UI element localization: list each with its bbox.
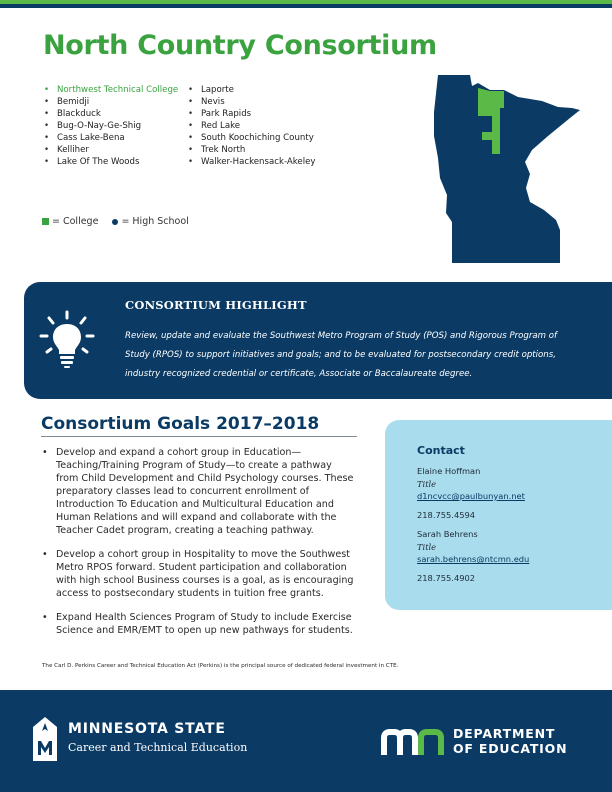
contact-name: Elaine Hoffman xyxy=(417,466,481,476)
contact-title: Contact xyxy=(417,444,465,457)
member-list-right xyxy=(188,84,315,168)
member-item: • Lake Of The Woods xyxy=(44,156,178,168)
contact-email-link[interactable]: d1ncvcc@paulbunyan.net xyxy=(417,491,525,501)
contact-role: Title xyxy=(417,542,437,552)
footer-bar xyxy=(0,690,612,792)
goals-divider xyxy=(41,436,357,437)
member-item: • Nevis xyxy=(188,96,315,108)
member-item: • South Koochiching County xyxy=(188,132,315,144)
high-school-legend-dot xyxy=(112,219,118,225)
member-item: • Trek North xyxy=(188,144,315,156)
goals-list xyxy=(42,446,354,637)
member-item: • Walker-Hackensack-Akeley xyxy=(188,156,315,168)
goal-item: • Develop and expand a cohort group in Education—Teaching/Training Program of Study—to create a pathway from Child Development and Child Psychology courses. These preparatory classes lead to concurrent enrollment of Introduction To Education and Multicultural Education and Human Relations and will expand and collaborate with the Teacher Cadet program, creating a teaching pathway. xyxy=(42,446,354,537)
highlight-heading: CONSORTIUM HIGHLIGHT xyxy=(125,298,307,312)
contact-name: Sarah Behrens xyxy=(417,529,478,539)
high-school-legend-label: = High School xyxy=(121,216,189,227)
contact-email-link[interactable]: sarah.behrens@ntcmn.edu xyxy=(417,554,530,564)
member-item: • Laporte xyxy=(188,84,315,96)
department-of-education-line2: OF EDUCATION xyxy=(453,741,568,756)
member-item: • Bug-O-Nay-Ge-Shig xyxy=(44,120,178,132)
college-legend-swatch xyxy=(42,218,49,225)
goal-item: • Expand Health Sciences Program of Study to include Exercise Science and EMR/EMT to open up new pathways for students. xyxy=(42,611,354,637)
department-of-education-line1: DEPARTMENT xyxy=(453,726,556,741)
goals-title: Consortium Goals 2017–2018 xyxy=(41,414,320,434)
member-item: • Park Rapids xyxy=(188,108,315,120)
contact-panel xyxy=(385,420,612,610)
contact-role: Title xyxy=(417,479,437,489)
highlight-body: Review, update and evaluate the Southwest Metro Program of Study (POS) and Rigorous Program of Study (RPOS) to support initiatives and goals; and to be evaluated for postsecondary credit options, industry recognized credential or certificate, Associate or Baccalaureate degree. xyxy=(125,331,558,379)
member-item: • Bemidji xyxy=(44,96,178,108)
minnesota-map xyxy=(420,70,585,265)
top-navy-stripe xyxy=(0,4,612,8)
goal-item: • Develop a cohort group in Hospitality to move the Southwest Metro RPOS forward. Student participation and collaboration with high school Business courses is a goal, as is encouraging access to postsecondary students in tuition free grants. xyxy=(42,548,354,600)
member-item: • Kelliher xyxy=(44,144,178,156)
minnesota-state-logo-icon xyxy=(33,717,57,761)
lightbulb-icon xyxy=(39,310,95,370)
consortium-highlight-panel xyxy=(24,282,612,399)
minnesota-shape xyxy=(434,75,580,263)
member-item: • Red Lake xyxy=(188,120,315,132)
minnesota-state-subtitle: Career and Technical Education xyxy=(68,741,248,754)
contact-phone: 218.755.4902 xyxy=(417,573,476,583)
member-item: • Northwest Technical College xyxy=(44,84,178,96)
funding-note: The Carl D. Perkins Career and Technical Education Act (Perkins) is the principal source of dedicated federal investment in CTE. xyxy=(42,663,399,669)
department-of-education-logo-icon xyxy=(380,727,446,755)
minnesota-state-name: MINNESOTA STATE xyxy=(68,721,226,737)
page-title: North Country Consortium xyxy=(43,30,437,61)
member-list-left xyxy=(44,84,178,168)
member-item: • Cass Lake-Bena xyxy=(44,132,178,144)
college-legend-label: = College xyxy=(52,216,99,227)
member-item: • Blackduck xyxy=(44,108,178,120)
contact-phone: 218.755.4594 xyxy=(417,510,476,520)
map-legend xyxy=(42,216,203,227)
